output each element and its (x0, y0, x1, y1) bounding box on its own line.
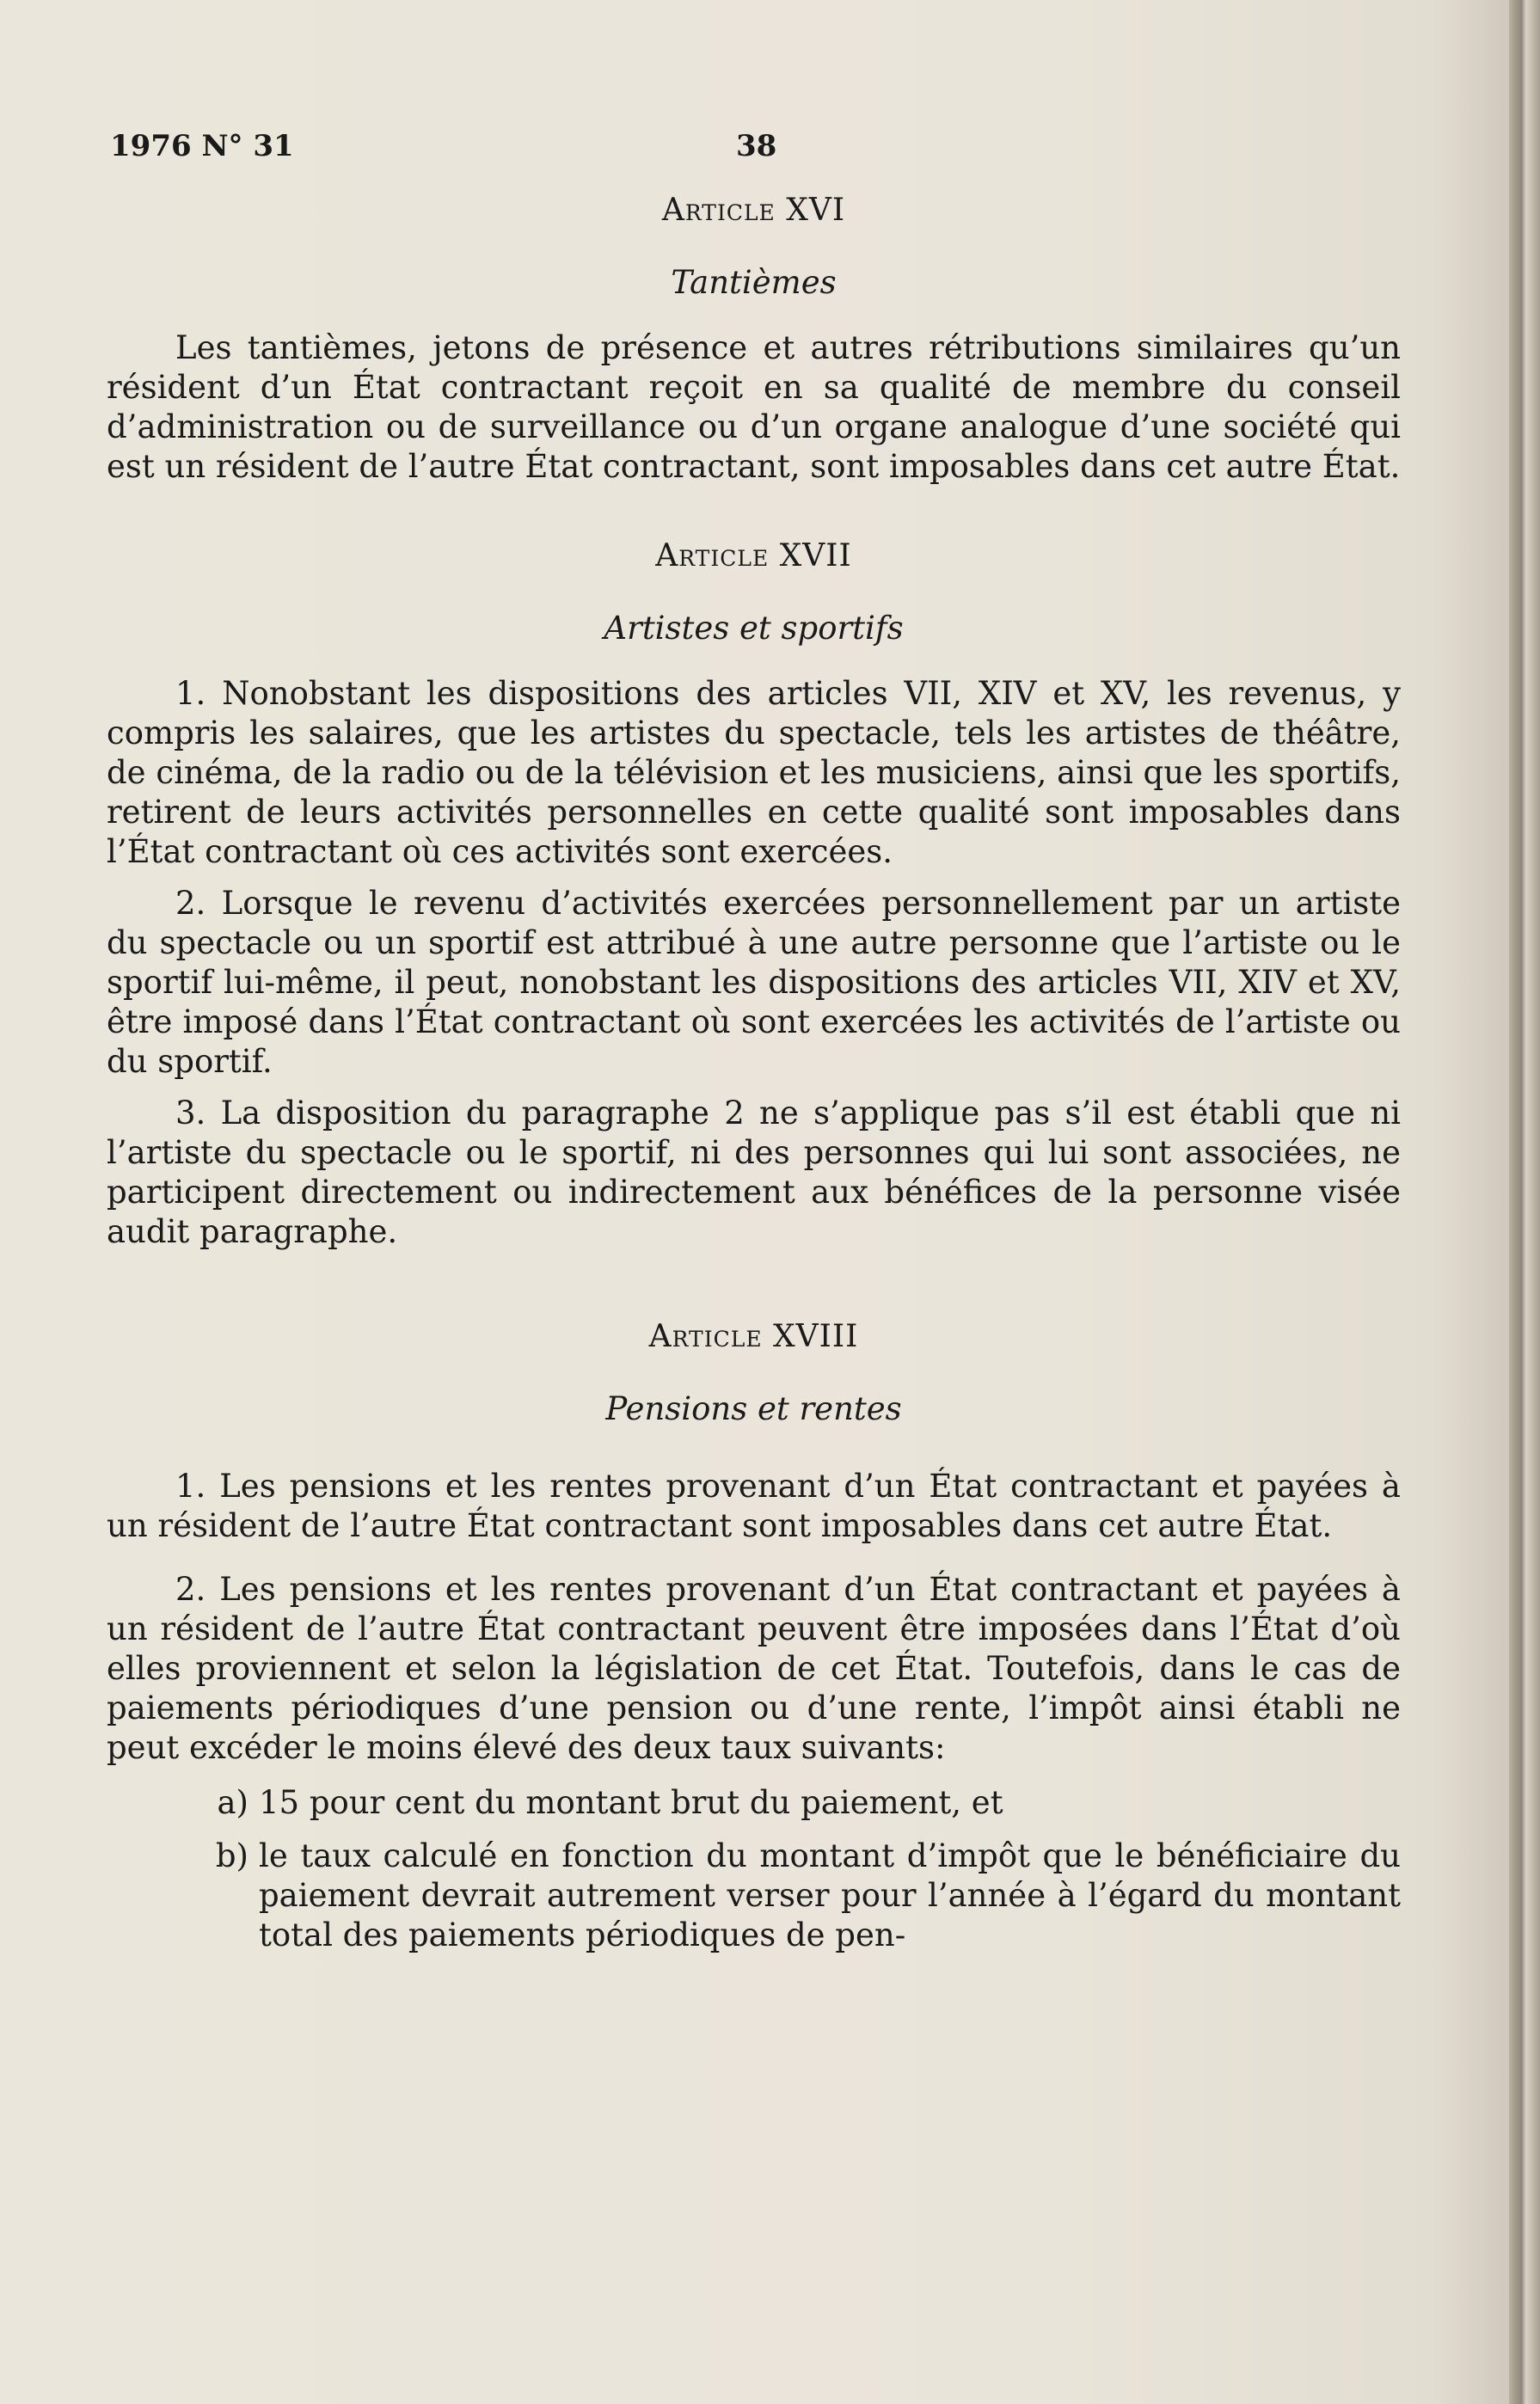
article-18-paragraph-1: 1. Les pensions et les rentes provenant d’un État contractant et payées à un résident de l’autre État contractant sont imposables dans cet autre État. (107, 1468, 1401, 1544)
article-17-paragraph-3: 3. La disposition du paragraphe 2 ne s’applique pas s’il est établi que ni l’artiste du spectacle ou le sportif, ni des personnes qui lui sont associées, ne participent directement ou indirectement aux bénéfices de la personne visée audit paragraphe. (107, 1095, 1401, 1250)
list-item (107, 1783, 1401, 1823)
article-16-heading: Article XVI (661, 193, 846, 228)
article-18-subtitle: Pensions et rentes (605, 1390, 902, 1427)
list-item (107, 1837, 1401, 1955)
article-17-subtitle: Artistes et sportifs (604, 610, 904, 647)
list-item-text: le taux calculé en fonction du montant d’impôt que le bénéficiaire du paiement devrait autrement verser pour l’année à l’égard du montant total des paiements périodiques de pen- (259, 1837, 1401, 1953)
page-number: 38 (736, 129, 777, 163)
article-16-paragraph: Les tantièmes, jetons de présence et autres rétributions similaires qu’un résident d’un État contractant reçoit en sa qualité de membre du conseil d’administration ou de surveillance ou d’un organe analogue d’une société qui est un résident de l’autre État contractant, sont imposables dans cet autre État. (107, 329, 1401, 485)
article-18-heading: Article XVIII (648, 1319, 859, 1354)
page-header (110, 129, 1400, 181)
article-18-paragraph-2: 2. Les pensions et les rentes provenant d’un État contractant et payées à un résident de l’autre État contractant peuvent être imposées dans l’État d’où elles proviennent et selon la législation de cet État. Toutefois, dans le cas de paiements périodiques d’une pension ou d’une rente, l’impôt ainsi établi ne peut excéder le moins élevé des deux taux suivants: (107, 1571, 1401, 1766)
year-number: 1976 N° 31 (110, 129, 294, 163)
list-item-label: b) (215, 1837, 248, 1874)
list-item-label: a) (217, 1784, 248, 1821)
article-17-paragraph-2: 2. Lorsque le revenu d’activités exercées personnellement par un artiste du spectacle ou un sportif est attribué à une autre personne que l’artiste ou le sportif lui-même, il peut, nonobstant les dispositions des articles VII, XIV et XV, être imposé dans l’État contractant où sont exercées les activités de l’artiste ou du sportif. (107, 885, 1401, 1080)
article-16-subtitle: Tantièmes (671, 264, 837, 301)
document-body (107, 191, 1401, 1955)
article-17-paragraph-1: 1. Nonobstant les dispositions des articles VII, XIV et XV, les revenus, y compris les salaires, que les artistes du spectacle, tels les artistes de théâtre, de cinéma, de la radio ou de la télévision et les musiciens, ainsi que les sportifs, retirent de leurs activités personnelles en cette qualité sont imposables dans l’État contractant où ces activités sont exercées. (107, 675, 1401, 870)
list-item-text: 15 pour cent du montant brut du paiement, et (259, 1784, 1003, 1821)
page-edge (1509, 0, 1540, 2404)
article-17-heading: Article XVII (655, 538, 852, 573)
